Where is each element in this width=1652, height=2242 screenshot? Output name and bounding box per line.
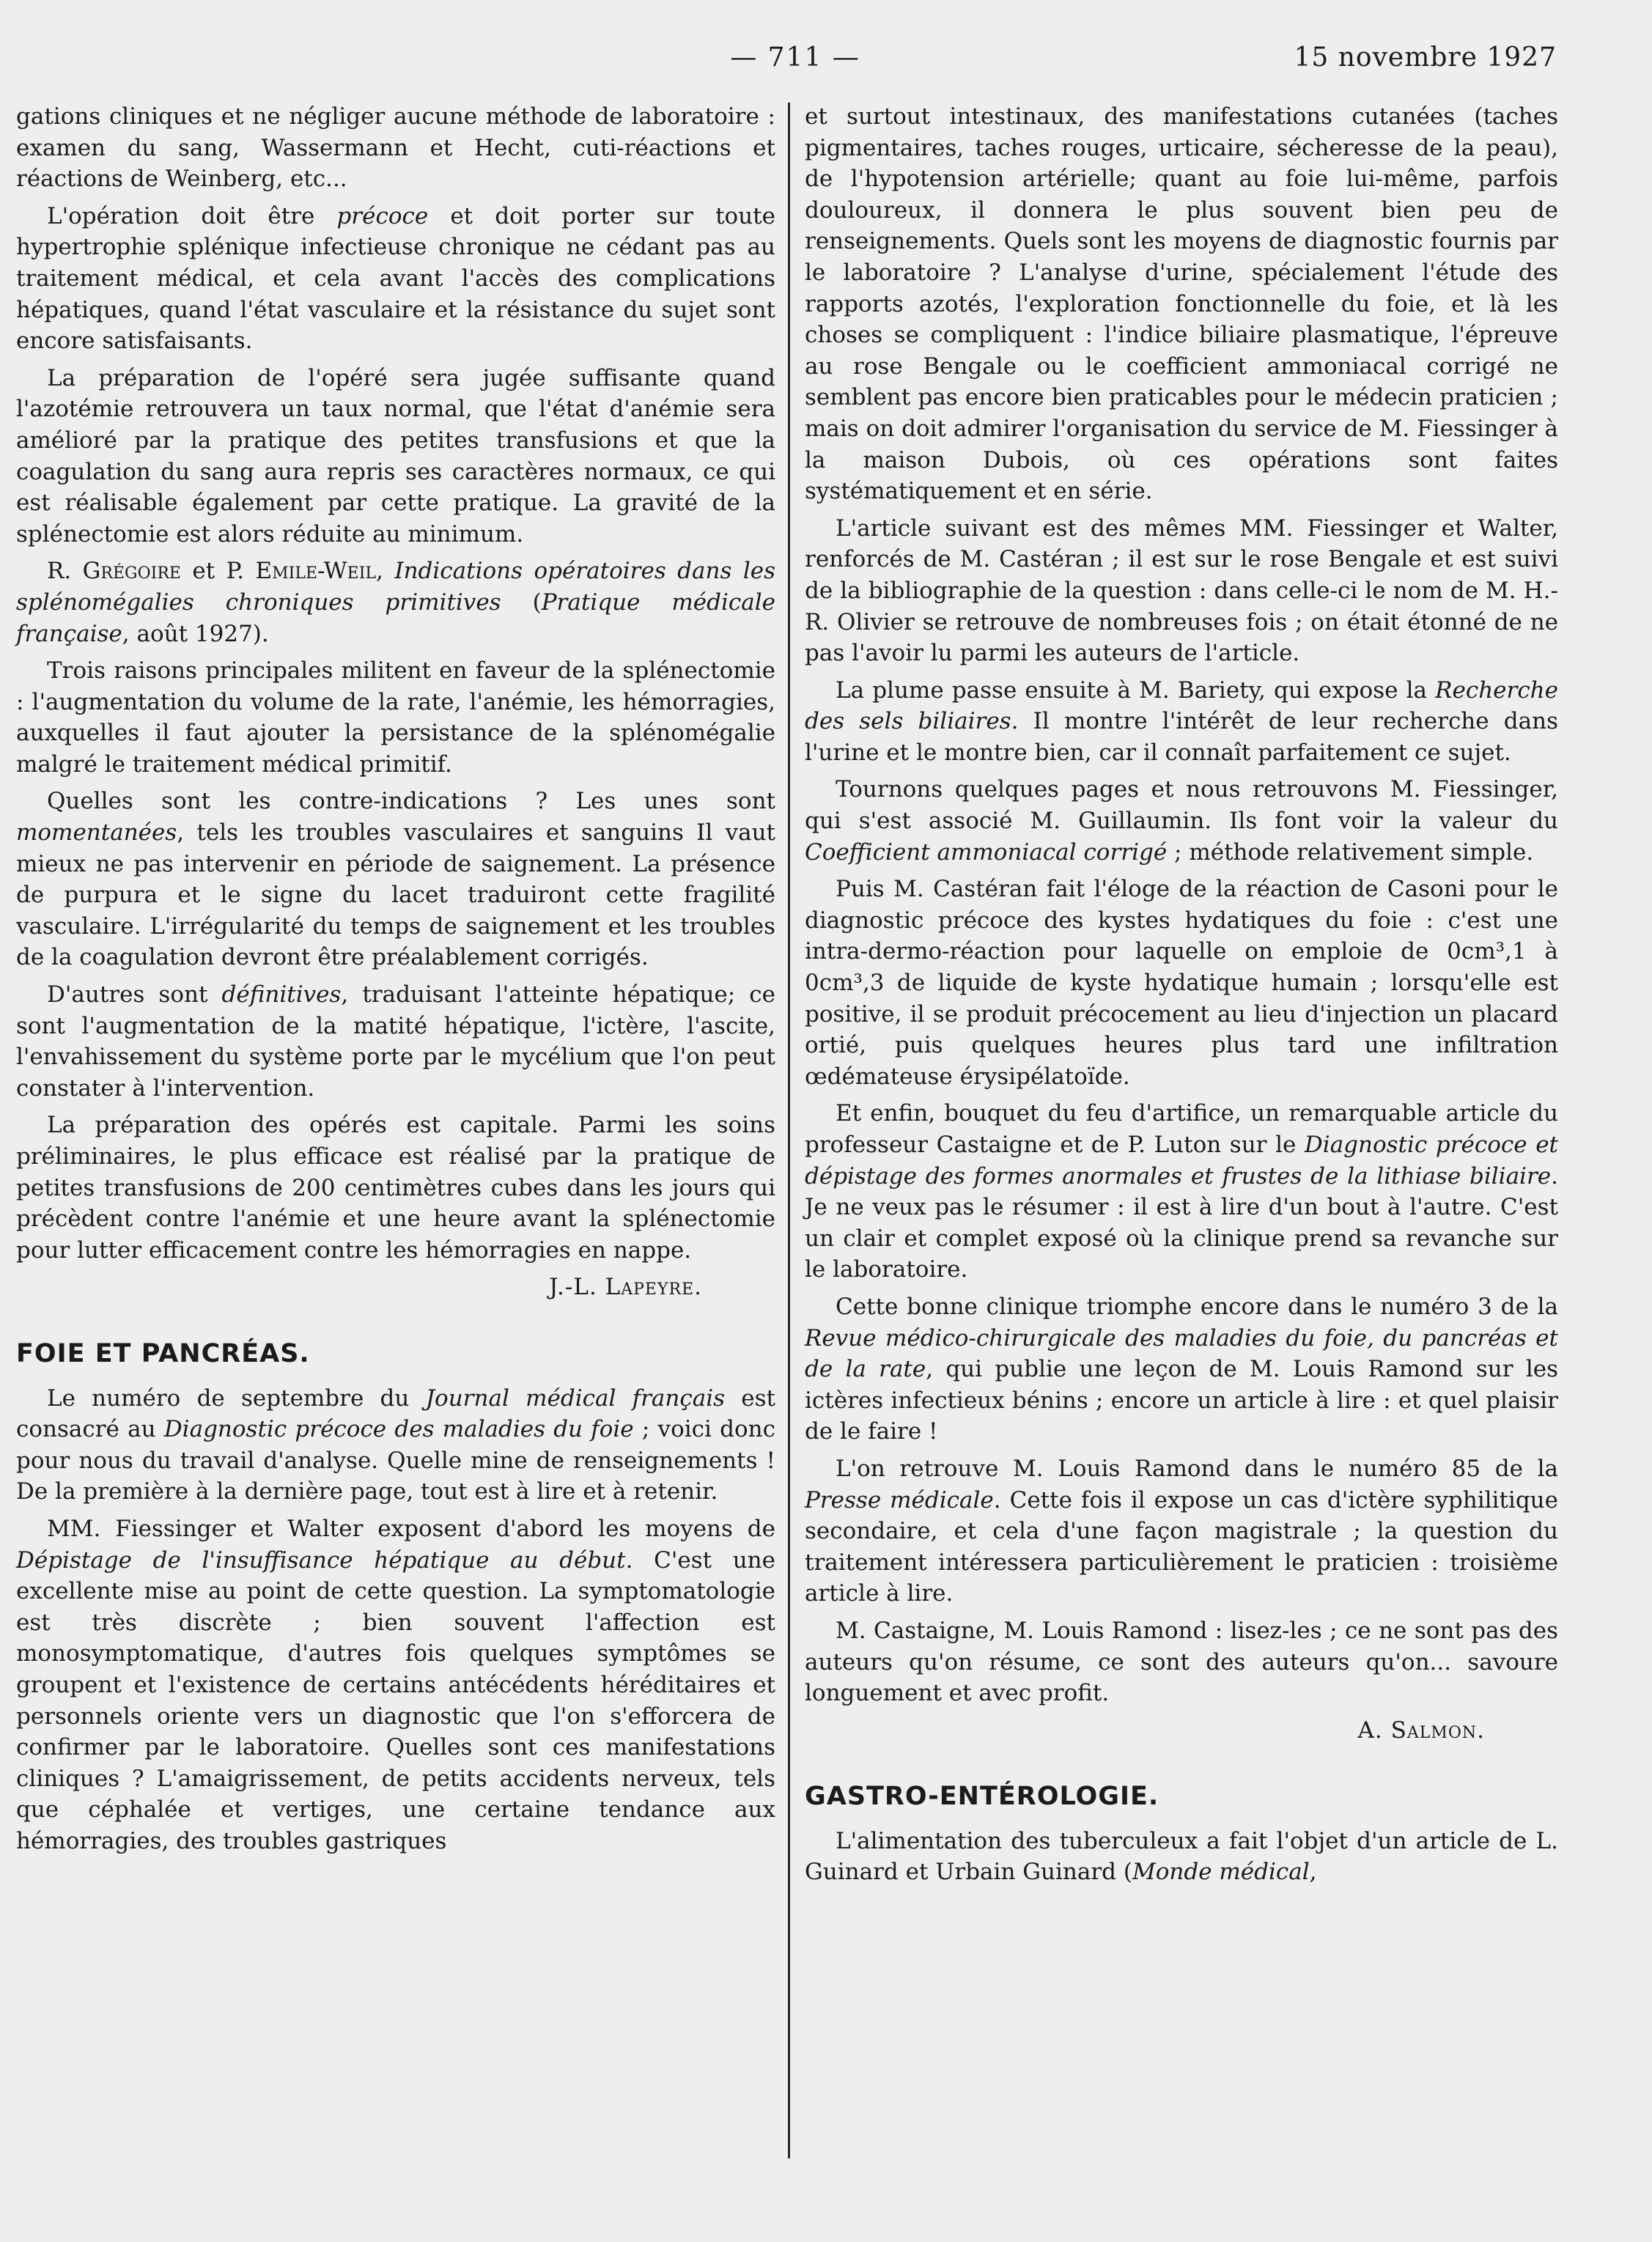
paragraph: Puis M. Castéran fait l'éloge de la réaction de Casoni pour le diagnostic précoce des kystes hydatiques du foie : c'est une intra-dermo-réaction pour laquelle on emploie de 0cm³,1 à 0cm³,3 de liquide de kyste hydatique humain ; lorsqu'elle est positive, il se produit précocement au lieu d'injection un placard ortié, puis quelques heures plus tard une infiltration œdémateuse érysipélatoïde. — [805, 876, 1558, 1090]
paragraph: La préparation de l'opéré sera jugée suffisante quand l'azotémie retrouvera un taux normal, que l'état d'anémie sera amélioré par la pratique des petites transfusions et que la coagulation du sang aura repris ses caractères normaux, ce qui est réalisable également par cette pratique. La gravité de la splénectomie est alors réduite au minimum. — [16, 364, 775, 547]
paragraph: L'on retrouve M. Louis Ramond dans le numéro 85 de la Presse médicale. Cette fois il expose un cas d'ictère syphilitique secondaire, et cela d'une façon magistrale ; la question du traitement intéressera particulièrement le praticien : troisième article à lire. — [805, 1455, 1558, 1607]
column-divider — [788, 103, 790, 2158]
paragraph: La plume passe ensuite à M. Bariety, qui expose la Recherche des sels biliaires. Il montre l'intérêt de leur recherche dans l'urine et le montre bien, car il connaît parfaitement ce sujet. — [805, 676, 1558, 766]
right-column — [805, 101, 1558, 1894]
article-reference: R. Grégoire et P. Emile-Weil, Indications opératoires dans les splénomégalies chroniques primitives (Pratique médicale française, août 1927). — [16, 558, 775, 647]
paragraph: et surtout intestinaux, des manifestations cutanées (taches pigmentaires, taches rouges, urticaire, sécheresse de la peau), de l'hypotension artérielle; quant au foie lui-même, parfois douloureux, il donnera le plus souvent bien peu de renseignements. Quels sont les moyens de diagnostic fournis par le laboratoire ? L'analyse d'urine, spécialement l'étude des rapports azotés, l'exploration fonctionnelle du foie, et là les choses se compliquent : l'indice biliaire plasmatique, l'épreuve au rose Bengale ou le coefficient ammoniacal corrigé ne semblent pas encore bien praticables pour le médecin praticien ; mais on doit admirer l'organisation du service de M. Fiessinger à la maison Dubois, où ces opérations sont faites systématiquement et en série. — [805, 103, 1558, 505]
paragraph: L'opération doit être précoce et doit porter sur toute hypertrophie splénique infectieuse chronique ne cédant pas au traitement médical, et cela avant l'accès des complications hépatiques, quand l'état vasculaire et la résistance du sujet sont encore satisfaisants. — [16, 202, 775, 355]
author-signature: J.-L. Lapeyre. — [549, 1274, 702, 1301]
paragraph: gations cliniques et ne négliger aucune méthode de laboratoire : examen du sang, Wassermann et Hecht, cuti-réactions et réactions de Weinberg, etc... — [16, 103, 775, 193]
paragraph: Le numéro de septembre du Journal médical français est consacré au Diagnostic précoce des maladies du foie ; voici donc pour nous du travail d'analyse. Quelle mine de renseignements ! De la première à la dernière page, tout est à lire et à retenir. — [16, 1384, 775, 1505]
paragraph: M. Castaigne, M. Louis Ramond : lisez-les ; ce ne sont pas des auteurs qu'on résume, ce sont des auteurs qu'on... savoure longuement et avec profit. — [805, 1617, 1558, 1707]
section-heading: FOIE ET PANCRÉAS. — [16, 1338, 310, 1368]
paragraph: Et enfin, bouquet du feu d'artifice, un remarquable article du professeur Castaigne et de P. Luton sur le Diagnostic précoce et dépistage des formes anormales et frustes de la lithiase biliaire. Je ne veux pas le résumer : il est à lire d'un bout à l'autre. C'est un clair et complet exposé où la clinique prend sa revanche sur le laboratoire. — [805, 1100, 1559, 1283]
left-column — [16, 101, 775, 1862]
issue-date: 15 novembre 1927 — [1294, 43, 1557, 73]
paragraph: La préparation des opérés est capitale. Parmi les soins préliminaires, le plus efficace est réalisé par la pratique de petites transfusions de 200 centimètres cubes dans les jours qui précèdent contre l'anémie et une heure avant la splénectomie pour lutter efficacement contre les hémorragies en nappe. — [16, 1112, 775, 1264]
author-signature: A. Salmon. — [1357, 1716, 1485, 1744]
page-number: — 711 — — [730, 43, 860, 73]
paragraph: Quelles sont les contre-indications ? Les unes sont momentanées, tels les troubles vasculaires et sanguins Il vaut mieux ne pas intervenir en période de saignement. La présence de purpura et le signe du lacet traduiront cette fragilité vasculaire. L'irrégularité du temps de saignement et les troubles de la coagulation devront être préalablement corrigés. — [16, 788, 775, 971]
paragraph: Tournons quelques pages et nous retrouvons M. Fiessinger, qui s'est associé M. Guillaumin. Ils font voir la valeur du Coefficient ammoniacal corrigé ; méthode relativement simple. — [805, 776, 1558, 866]
paragraph: L'article suivant est des mêmes MM. Fiessinger et Walter, renforcés de M. Castéran ; il est sur le rose Bengale et est suivi de la bibliographie de la question : dans celle-ci le nom de M. H.-R. Olivier se retrouve de nombreuses fois ; on était étonné de ne pas l'avoir lu parmi les auteurs de l'article. — [805, 515, 1558, 667]
paragraph: L'alimentation des tuberculeux a fait l'objet d'un article de L. Guinard et Urbain Guinard (Monde médical, — [805, 1827, 1558, 1886]
paragraph: Cette bonne clinique triomphe encore dans le numéro 3 de la Revue médico-chirurgicale des maladies du foie, du pancréas et de la rate, qui publie une leçon de M. Louis Ramond sur les ictères infectieux bénins ; encore un article à lire : et quel plaisir de le faire ! — [805, 1293, 1559, 1445]
paragraph: Trois raisons principales militent en faveur de la splénectomie : l'augmentation du volume de la rate, l'anémie, les hémorragies, auxquelles il faut ajouter la persistance de la splénomégalie malgré le traitement médical primitif. — [16, 657, 775, 778]
section-heading: GASTRO-ENTÉROLOGIE. — [805, 1782, 1159, 1812]
paragraph: MM. Fiessinger et Walter exposent d'abord les moyens de Dépistage de l'insuffisance hépatique au début. C'est une excellente mise au point de cette question. La symptomatologie est très discrète ; bien souvent l'affection est monosymptomatique, d'autres fois quelques symptômes se groupent et l'existence de certains antécédents héréditaires et personnels oriente vers un diagnostic que l'on s'efforcera de confirmer par le laboratoire. Quelles sont ces manifestations cliniques ? L'amaigrissement, de petits accidents nerveux, tels que céphalée et vertiges, une certaine tendance aux hémorragies, des troubles gastriques — [16, 1515, 775, 1854]
paragraph: D'autres sont définitives, traduisant l'atteinte hépatique; ce sont l'augmentation de la matité hépatique, l'ictère, l'ascite, l'envahissement du système porte par le mycélium que l'on peut constater à l'intervention. — [16, 981, 775, 1102]
